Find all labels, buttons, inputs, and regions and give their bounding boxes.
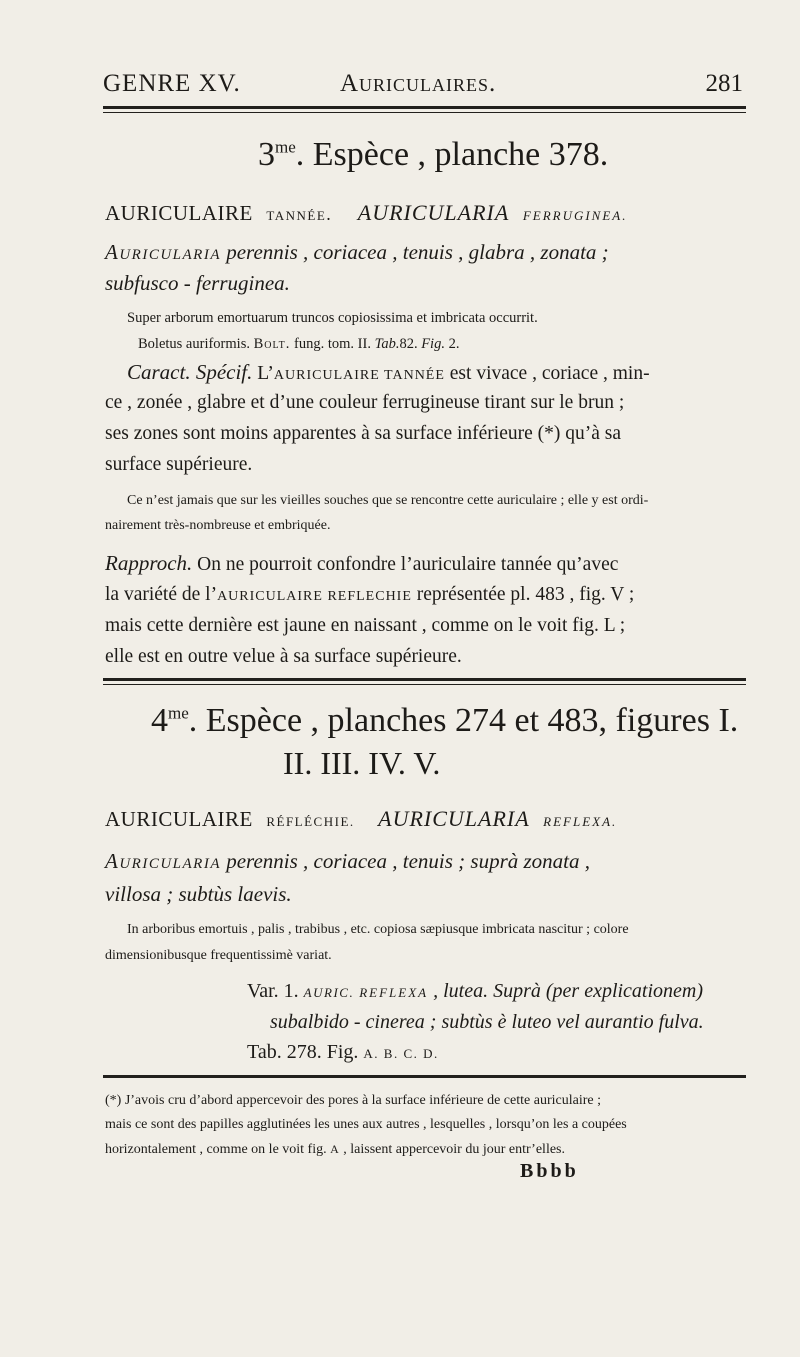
footnote-rule xyxy=(103,1075,746,1078)
species4-latin-epithet: REFLEXA. xyxy=(543,814,618,829)
species4-heading-2: II. III. IV. V. xyxy=(283,745,441,781)
species3-latin-genus: AURICULARIA xyxy=(357,200,510,225)
variety-text1: , lutea. Suprà (per explicationem) xyxy=(433,980,704,1002)
footnote-line-3 xyxy=(105,1136,565,1163)
species3-heading-text: . Espèce , planche 378. xyxy=(295,136,609,173)
header-rule xyxy=(103,106,746,109)
caract-line1-b: est vivace , coriace , min- xyxy=(449,363,650,384)
synonym-text2: fung. tom. II. xyxy=(294,336,371,352)
footnote-line-2: mais ce sont des papilles agglutinées les unes aux autres , lesquelles , lorsqu’on les a coupées xyxy=(105,1117,627,1132)
species4-diagnosis-text: perennis , coriacea , tenuis ; suprà zonata , xyxy=(226,849,591,873)
species3-common-epithet: tannée. xyxy=(266,204,333,224)
header-title: Auriculaires. xyxy=(340,70,497,97)
synonym-tab-num: 82. xyxy=(399,336,418,352)
species4-heading-text: . Espèce , planches 274 et 483, figures I. xyxy=(188,702,739,739)
species3-note-2: nairement très-nombreuse et embriquée. xyxy=(105,518,331,533)
species4-common-name: AURICULAIRE xyxy=(105,807,253,831)
species4-habitat-1: In arboribus emortuis , palis , trabibus , etc. copiosa sæpiusque imbricata nascitur ; colore xyxy=(127,922,629,937)
footnote-line3-sc: A xyxy=(330,1142,340,1156)
species4-diagnosis-genus: Auricularia xyxy=(105,849,221,873)
species4-diagnosis-2: villosa ; subtùs laevis. xyxy=(105,882,292,906)
species3-diagnosis-1 xyxy=(105,240,609,265)
species4-common-epithet: RÉFLÉCHIE. xyxy=(266,814,355,829)
caract-line1-sc: AURICULAIRE TANNÉE xyxy=(273,368,445,383)
variety-line-3 xyxy=(247,1041,439,1064)
caract-line-2: ce , zonée , glabre et d’une couleur ferrugineuse tirant sur le brun ; xyxy=(105,392,625,413)
rapproch-line2-sc: AURICULAIRE REFLECHIE xyxy=(217,589,412,604)
synonym-fig-num: 2. xyxy=(448,336,460,352)
species3-diagnosis-genus: Auricularia xyxy=(105,240,221,264)
species3-name-line xyxy=(105,200,627,226)
rapproch-line-1 xyxy=(105,548,618,580)
species3-diagnosis-text: perennis , coriacea , tenuis , glabra , zonata ; xyxy=(226,240,609,264)
rapproch-line2-b: représentée pl. 483 , fig. V ; xyxy=(416,584,635,605)
section-rule xyxy=(103,678,746,681)
header-genre: GENRE XV. xyxy=(103,70,241,97)
signature-mark: Bbbb xyxy=(520,1160,579,1182)
variety-species: REFLEXA xyxy=(359,985,429,1000)
species3-note-1: Ce n’est jamais que sur les vieilles souches que se rencontre cette auriculaire ; elle y est ordi- xyxy=(127,493,649,508)
synonym-tab: Tab. xyxy=(374,336,400,352)
species4-habitat-2: dimensionibusque frequentissimè variat. xyxy=(105,948,332,963)
variety-line3-sc: A. B. C. D. xyxy=(363,1046,439,1061)
species3-diagnosis-2: subfusco - ferruginea. xyxy=(105,271,290,295)
species4-latin-genus: AURICULARIA xyxy=(378,806,530,831)
rapproch-line1-text: On ne pourroit confondre l’auriculaire tannée qu’avec xyxy=(197,554,619,575)
caract-line-4: surface supérieure. xyxy=(105,454,253,475)
caract-line-3: ses zones sont moins apparentes à sa surface inférieure (*) qu’à sa xyxy=(105,423,622,444)
footnote-line3-b: , laissent appercevoir du jour entr’elles. xyxy=(343,1142,565,1157)
species4-diagnosis-1 xyxy=(105,849,590,874)
synonym-author: Bolt. xyxy=(253,336,291,352)
variety-line3-a: Tab. 278. Fig. xyxy=(247,1041,359,1063)
synonym-text1: Boletus auriformis. xyxy=(138,336,250,352)
caract-line1-a: L’ xyxy=(257,363,274,384)
species3-common-name: AURICULAIRE xyxy=(105,201,253,225)
species4-heading-1 xyxy=(151,702,738,740)
variety-label: Var. 1. xyxy=(247,980,299,1002)
rapproch-line-3: mais cette dernière est jaune en naissant , comme on le voit fig. L ; xyxy=(105,615,626,636)
species4-number-sup: me xyxy=(168,703,189,723)
variety-line-1 xyxy=(247,980,703,1003)
species3-latin-epithet: FERRUGINEA. xyxy=(522,208,628,223)
species3-number-sup: me xyxy=(275,137,296,157)
rapproch-line-2 xyxy=(105,579,634,612)
species4-number: 4 xyxy=(151,702,168,739)
header-rule-thin xyxy=(103,112,746,113)
footnote-line-1: (*) J’avois cru d’abord appercevoir des pores à la surface inférieure de cette auriculaire ; xyxy=(105,1093,601,1108)
variety-line-2: subalbido - cinerea ; subtùs è luteo vel aurantio fulva. xyxy=(270,1011,704,1033)
species3-heading xyxy=(258,136,608,174)
section-rule-thin xyxy=(103,684,746,685)
rapproch-label: Rapproch. xyxy=(105,551,193,575)
running-header xyxy=(103,62,743,102)
caract-label: Caract. Spécif. xyxy=(127,360,253,384)
caract-line-1 xyxy=(127,357,650,391)
variety-genus: AURIC. xyxy=(303,985,355,1000)
species4-name-line xyxy=(105,806,617,832)
rapproch-line2-a: la variété de l’ xyxy=(105,584,218,605)
species3-number: 3 xyxy=(258,136,275,173)
page-number: 281 xyxy=(705,70,743,97)
species3-synonym xyxy=(138,331,459,357)
footnote-line3-a: horizontalement , comme on le voit fig. xyxy=(105,1142,327,1157)
rapproch-line-4: elle est en outre velue à sa surface supérieure. xyxy=(105,646,462,667)
species3-habitat: Super arborum emortuarum truncos copiosissima et imbricata occurrit. xyxy=(127,310,538,326)
synonym-fig: Fig. xyxy=(421,336,445,352)
